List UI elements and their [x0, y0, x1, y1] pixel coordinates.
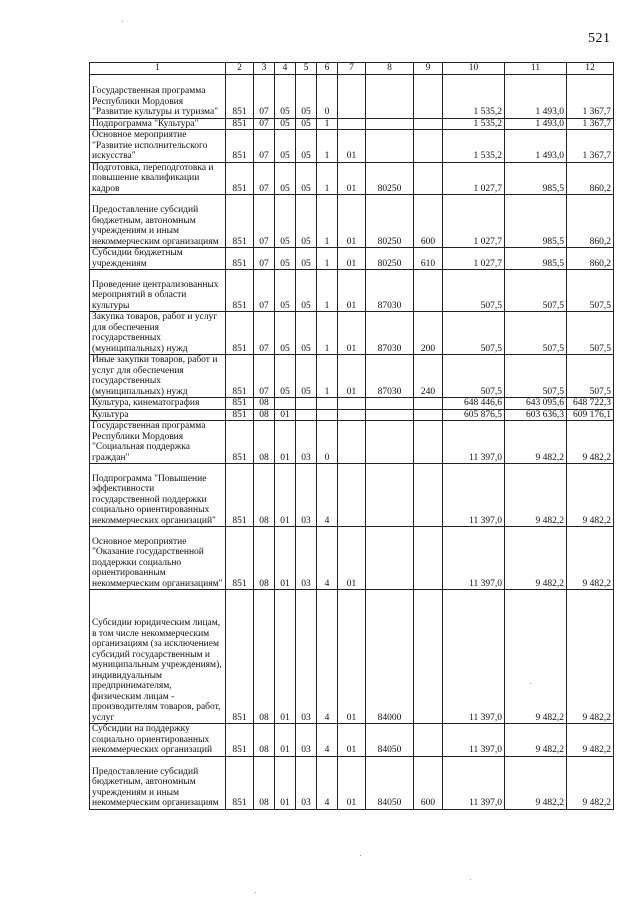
row-description: Субсидии юридическим лицам, в том числе некоммерческим организациям (за исключением субсидий государственным и муниципальным учреждениям), индивидуальным предпринимателям, физическим лицам - производителям товаров, работ, услуг [90, 590, 226, 724]
table-row [90, 130, 614, 163]
amount-year-2: 9 482,2 [505, 527, 567, 590]
table-row [90, 355, 614, 398]
column-header: 1 [90, 63, 226, 75]
code-section: 08 [254, 398, 275, 410]
code-event: 01 [338, 724, 366, 757]
code-subprogram: 0 [317, 421, 338, 464]
amount-year-2: 1 493,0 [505, 118, 567, 130]
code-expense-type [414, 464, 443, 527]
code-direction [366, 464, 414, 527]
code-gl: 851 [226, 590, 254, 724]
code-gl: 851 [226, 130, 254, 163]
code-subsection: 01 [275, 590, 296, 724]
code-expense-type: 600 [414, 756, 443, 809]
table-row [90, 421, 614, 464]
table-row [90, 118, 614, 130]
code-event [338, 74, 366, 118]
code-subsection: 05 [275, 355, 296, 398]
scan-speck [122, 21, 123, 22]
code-subprogram: 1 [317, 270, 338, 312]
code-subsection: 05 [275, 130, 296, 163]
code-event [338, 398, 366, 410]
code-event: 01 [338, 590, 366, 724]
table-row [90, 724, 614, 757]
amount-year-3: 9 482,2 [567, 421, 614, 464]
row-description: Закупка товаров, работ и услуг для обеспечения государственных (муниципальных) нужд [90, 312, 226, 355]
table-row [90, 74, 614, 118]
code-event: 01 [338, 527, 366, 590]
amount-year-2: 507,5 [505, 312, 567, 355]
code-event [338, 409, 366, 421]
code-program [296, 409, 317, 421]
code-event: 01 [338, 162, 366, 195]
scan-speck [530, 683, 531, 684]
amount-year-3: 648 722,3 [567, 398, 614, 410]
amount-year-3: 507,5 [567, 355, 614, 398]
code-expense-type: 200 [414, 312, 443, 355]
code-gl: 851 [226, 409, 254, 421]
amount-year-2: 9 482,2 [505, 421, 567, 464]
row-description: Проведение централизованных мероприятий в области культуры [90, 270, 226, 312]
code-expense-type [414, 527, 443, 590]
code-gl: 851 [226, 527, 254, 590]
column-header: 10 [443, 63, 505, 75]
code-expense-type [414, 398, 443, 410]
table-row [90, 162, 614, 195]
amount-year-3: 9 482,2 [567, 464, 614, 527]
amount-year-1: 1 027,7 [443, 162, 505, 195]
amount-year-3: 1 367,7 [567, 118, 614, 130]
code-event: 01 [338, 756, 366, 809]
scan-speck [255, 892, 256, 893]
code-gl: 851 [226, 464, 254, 527]
code-direction [366, 74, 414, 118]
code-subprogram: 1 [317, 195, 338, 248]
amount-year-1: 11 397,0 [443, 464, 505, 527]
code-section: 08 [254, 527, 275, 590]
amount-year-2: 643 095,6 [505, 398, 567, 410]
code-program: 05 [296, 74, 317, 118]
code-subsection: 05 [275, 195, 296, 248]
row-description: Культура, кинематография [90, 398, 226, 410]
code-section: 08 [254, 409, 275, 421]
code-expense-type [414, 421, 443, 464]
column-header: 8 [366, 63, 414, 75]
code-direction [366, 118, 414, 130]
amount-year-2: 507,5 [505, 270, 567, 312]
code-subsection: 01 [275, 527, 296, 590]
table-row [90, 270, 614, 312]
table-row [90, 248, 614, 270]
code-event [338, 118, 366, 130]
code-expense-type [414, 270, 443, 312]
code-subsection: 05 [275, 162, 296, 195]
code-section: 07 [254, 130, 275, 163]
code-subprogram: 4 [317, 527, 338, 590]
row-description: Культура [90, 409, 226, 421]
row-description: Подпрограмма "Культура" [90, 118, 226, 130]
code-subsection: 01 [275, 724, 296, 757]
code-section: 08 [254, 421, 275, 464]
amount-year-1: 11 397,0 [443, 724, 505, 757]
amount-year-2: 1 493,0 [505, 130, 567, 163]
table-row [90, 312, 614, 355]
column-header: 11 [505, 63, 567, 75]
amount-year-3: 9 482,2 [567, 756, 614, 809]
code-subprogram: 4 [317, 590, 338, 724]
code-program: 03 [296, 527, 317, 590]
code-event: 01 [338, 195, 366, 248]
column-header: 5 [296, 63, 317, 75]
amount-year-3: 1 367,7 [567, 130, 614, 163]
code-event: 01 [338, 248, 366, 270]
amount-year-1: 11 397,0 [443, 421, 505, 464]
row-description: Субсидии бюджетным учреждениям [90, 248, 226, 270]
code-subsection: 05 [275, 270, 296, 312]
code-expense-type [414, 724, 443, 757]
code-gl: 851 [226, 312, 254, 355]
table-row [90, 398, 614, 410]
code-program: 05 [296, 312, 317, 355]
amount-year-2: 9 482,2 [505, 464, 567, 527]
table-row [90, 195, 614, 248]
code-program: 05 [296, 118, 317, 130]
row-description: Предоставление субсидий бюджетным, автономным учреждениям и иным некоммерческим организациям [90, 195, 226, 248]
code-gl: 851 [226, 724, 254, 757]
code-subprogram [317, 409, 338, 421]
column-header: 2 [226, 63, 254, 75]
code-event: 01 [338, 130, 366, 163]
code-gl: 851 [226, 162, 254, 195]
row-description: Подготовка, переподготовка и повышение квалификации кадров [90, 162, 226, 195]
amount-year-3: 1 367,7 [567, 74, 614, 118]
code-direction: 87030 [366, 355, 414, 398]
code-event: 01 [338, 270, 366, 312]
row-description: Предоставление субсидий бюджетным, автономным учреждениям и иным некоммерческим организациям [90, 756, 226, 809]
code-program: 05 [296, 130, 317, 163]
scan-speck [360, 855, 361, 856]
code-expense-type [414, 130, 443, 163]
code-direction: 84050 [366, 756, 414, 809]
code-program: 05 [296, 162, 317, 195]
code-subsection [275, 398, 296, 410]
amount-year-1: 507,5 [443, 355, 505, 398]
budget-table [89, 62, 614, 810]
code-subsection: 01 [275, 409, 296, 421]
code-direction: 80250 [366, 195, 414, 248]
code-section: 08 [254, 756, 275, 809]
amount-year-2: 1 493,0 [505, 74, 567, 118]
code-program: 03 [296, 724, 317, 757]
code-program: 03 [296, 421, 317, 464]
code-direction [366, 130, 414, 163]
table-header-row [90, 63, 614, 75]
code-section: 07 [254, 312, 275, 355]
code-expense-type [414, 74, 443, 118]
code-subsection: 05 [275, 248, 296, 270]
amount-year-1: 1 535,2 [443, 118, 505, 130]
code-gl: 851 [226, 248, 254, 270]
code-expense-type: 610 [414, 248, 443, 270]
code-direction: 87030 [366, 312, 414, 355]
column-header: 4 [275, 63, 296, 75]
code-direction: 80250 [366, 162, 414, 195]
amount-year-3: 860,2 [567, 162, 614, 195]
amount-year-1: 648 446,6 [443, 398, 505, 410]
amount-year-2: 985,5 [505, 162, 567, 195]
amount-year-3: 507,5 [567, 270, 614, 312]
amount-year-2: 985,5 [505, 248, 567, 270]
row-description: Государственная программа Республики Мордовия "Социальная поддержка граждан" [90, 421, 226, 464]
code-subsection: 01 [275, 421, 296, 464]
code-section: 08 [254, 724, 275, 757]
code-expense-type [414, 409, 443, 421]
amount-year-3: 9 482,2 [567, 724, 614, 757]
code-direction: 87030 [366, 270, 414, 312]
table-row [90, 409, 614, 421]
page-number: 521 [588, 31, 611, 46]
code-direction: 80250 [366, 248, 414, 270]
code-subsection: 05 [275, 312, 296, 355]
amount-year-3: 860,2 [567, 195, 614, 248]
code-subsection: 01 [275, 756, 296, 809]
column-header: 9 [414, 63, 443, 75]
amount-year-1: 1 535,2 [443, 74, 505, 118]
amount-year-1: 507,5 [443, 270, 505, 312]
code-subprogram: 4 [317, 756, 338, 809]
code-subprogram: 1 [317, 355, 338, 398]
code-direction: 84050 [366, 724, 414, 757]
amount-year-2: 603 636,3 [505, 409, 567, 421]
amount-year-1: 11 397,0 [443, 590, 505, 724]
code-direction: 84000 [366, 590, 414, 724]
code-gl: 851 [226, 421, 254, 464]
code-direction [366, 398, 414, 410]
code-subprogram: 1 [317, 248, 338, 270]
code-direction [366, 421, 414, 464]
amount-year-3: 9 482,2 [567, 527, 614, 590]
amount-year-1: 11 397,0 [443, 527, 505, 590]
code-gl: 851 [226, 118, 254, 130]
code-subprogram: 4 [317, 464, 338, 527]
amount-year-3: 507,5 [567, 312, 614, 355]
code-program: 03 [296, 756, 317, 809]
code-section: 07 [254, 270, 275, 312]
amount-year-2: 9 482,2 [505, 590, 567, 724]
code-event: 01 [338, 355, 366, 398]
scan-speck [470, 879, 471, 880]
amount-year-1: 1 027,7 [443, 248, 505, 270]
code-direction [366, 409, 414, 421]
table-body [90, 74, 614, 809]
amount-year-2: 9 482,2 [505, 724, 567, 757]
column-header: 6 [317, 63, 338, 75]
table-row [90, 590, 614, 724]
code-program: 03 [296, 464, 317, 527]
code-section: 07 [254, 118, 275, 130]
code-subprogram: 1 [317, 162, 338, 195]
code-program: 05 [296, 270, 317, 312]
code-section: 08 [254, 464, 275, 527]
column-header: 7 [338, 63, 366, 75]
amount-year-1: 605 876,5 [443, 409, 505, 421]
amount-year-1: 11 397,0 [443, 756, 505, 809]
row-description: Основное мероприятие "Развитие исполнительского искусства" [90, 130, 226, 163]
amount-year-1: 507,5 [443, 312, 505, 355]
code-event [338, 464, 366, 527]
amount-year-2: 985,5 [505, 195, 567, 248]
code-gl: 851 [226, 195, 254, 248]
code-expense-type [414, 162, 443, 195]
code-subprogram: 1 [317, 118, 338, 130]
row-description: Субсидии на поддержку социально ориентированных некоммерческих организаций [90, 724, 226, 757]
code-program [296, 398, 317, 410]
code-section: 07 [254, 248, 275, 270]
code-subprogram: 4 [317, 724, 338, 757]
column-header: 12 [567, 63, 614, 75]
code-section: 08 [254, 590, 275, 724]
table-row [90, 527, 614, 590]
table-row [90, 756, 614, 809]
amount-year-1: 1 535,2 [443, 130, 505, 163]
code-program: 05 [296, 195, 317, 248]
code-gl: 851 [226, 398, 254, 410]
code-gl: 851 [226, 74, 254, 118]
amount-year-1: 1 027,7 [443, 195, 505, 248]
code-subsection: 05 [275, 74, 296, 118]
code-event: 01 [338, 312, 366, 355]
amount-year-2: 507,5 [505, 355, 567, 398]
code-expense-type: 240 [414, 355, 443, 398]
code-section: 07 [254, 195, 275, 248]
amount-year-3: 860,2 [567, 248, 614, 270]
code-subprogram: 0 [317, 74, 338, 118]
amount-year-3: 609 176,1 [567, 409, 614, 421]
code-section: 07 [254, 162, 275, 195]
code-section: 07 [254, 74, 275, 118]
code-expense-type [414, 590, 443, 724]
row-description: Иные закупки товаров, работ и услуг для обеспечения государственных (муниципальных) нужд [90, 355, 226, 398]
code-gl: 851 [226, 355, 254, 398]
table-row [90, 464, 614, 527]
code-subsection: 05 [275, 118, 296, 130]
code-subprogram [317, 398, 338, 410]
amount-year-2: 9 482,2 [505, 756, 567, 809]
code-expense-type [414, 118, 443, 130]
code-program: 05 [296, 355, 317, 398]
code-event [338, 421, 366, 464]
row-description: Государственная программа Республики Мордовия "Развитие культуры и туризма" [90, 74, 226, 118]
code-gl: 851 [226, 756, 254, 809]
row-description: Подпрограмма "Повышение эффективности государственной поддержки социально ориентированных некоммерческих организаций" [90, 464, 226, 527]
code-program: 03 [296, 590, 317, 724]
amount-year-3: 9 482,2 [567, 590, 614, 724]
code-expense-type: 600 [414, 195, 443, 248]
code-gl: 851 [226, 270, 254, 312]
code-subprogram: 1 [317, 130, 338, 163]
column-header: 3 [254, 63, 275, 75]
code-direction [366, 527, 414, 590]
code-subsection: 01 [275, 464, 296, 527]
row-description: Основное мероприятие "Оказание государственной поддержки социально ориентированным некоммерческим организациям" [90, 527, 226, 590]
code-program: 05 [296, 248, 317, 270]
code-subprogram: 1 [317, 312, 338, 355]
code-section: 07 [254, 355, 275, 398]
